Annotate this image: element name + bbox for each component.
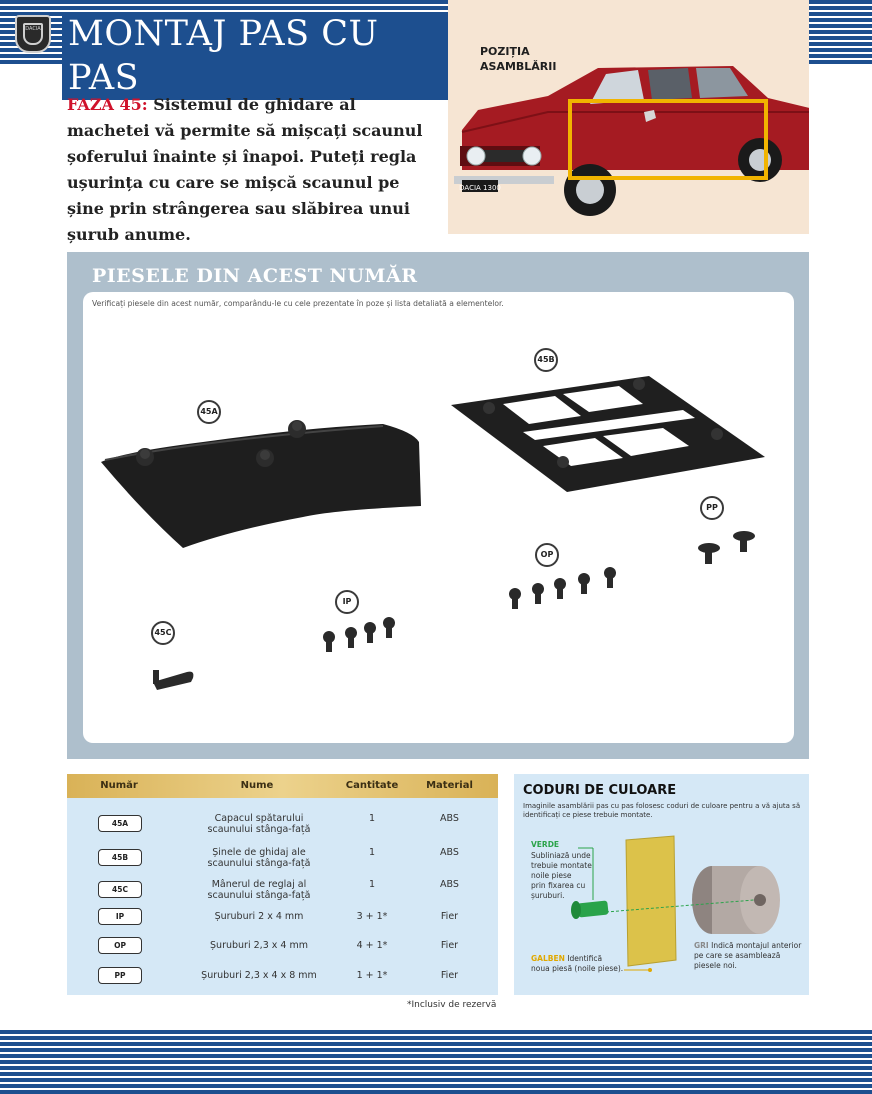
row-qty: 1 + 1* bbox=[356, 970, 388, 981]
table-row bbox=[67, 967, 498, 997]
assembly-position-panel bbox=[448, 0, 809, 234]
row-qty: 1 bbox=[368, 879, 376, 890]
parts-intro: Verificați piesele din acest număr, comparându-le cu cele prezentate în poze și lista detaliată a elementelor. bbox=[92, 299, 504, 308]
header-name: Nume bbox=[240, 780, 274, 791]
green-text-line: șuruburi. bbox=[531, 891, 565, 900]
page-title: MONTAJ PAS CU PAS bbox=[62, 12, 448, 100]
row-qty: 4 + 1* bbox=[356, 940, 388, 951]
row-name bbox=[179, 813, 339, 835]
row-num: 45C bbox=[98, 881, 142, 898]
header-qty: Cantitate bbox=[345, 780, 399, 791]
op-screws-image bbox=[509, 567, 616, 609]
row-name: Șuruburi 2,3 x 4 x 8 mm bbox=[201, 970, 317, 981]
phase-number: FAZA 45: bbox=[67, 95, 148, 114]
row-name-line-2: scaunului stânga-față bbox=[207, 890, 311, 901]
green-text-line: prin fixarea cu bbox=[531, 881, 586, 890]
yellow-label: GALBEN bbox=[531, 954, 565, 963]
header-band bbox=[0, 0, 448, 98]
parts-panel bbox=[83, 292, 794, 743]
row-material: Fier bbox=[440, 911, 459, 922]
grey-code-text bbox=[694, 941, 806, 971]
table-row bbox=[67, 810, 498, 840]
badge-pp: PP bbox=[700, 496, 724, 520]
table-header bbox=[67, 774, 498, 798]
row-name-line-2: scaunului stânga-față bbox=[207, 824, 311, 835]
row-name-line-2: scaunului stânga-față bbox=[207, 858, 311, 869]
grey-text-1: Indică montajul anterior bbox=[711, 941, 802, 950]
green-code-label bbox=[531, 840, 559, 850]
part-45a-image bbox=[101, 424, 421, 548]
row-name bbox=[179, 879, 339, 901]
row-name bbox=[179, 847, 339, 869]
row-qty: 1 bbox=[368, 813, 376, 824]
logo-text: DACIA bbox=[25, 26, 41, 32]
table-row bbox=[67, 876, 498, 906]
badge-op: OP bbox=[535, 543, 559, 567]
phase-intro bbox=[67, 92, 439, 248]
row-name-line-1: Capacul spătarului bbox=[214, 813, 304, 824]
color-codes-panel bbox=[514, 774, 809, 995]
badge-45c: 45C bbox=[151, 621, 175, 645]
row-material: ABS bbox=[440, 879, 459, 890]
yellow-code-text bbox=[531, 954, 641, 974]
phase-description: Sistemul de ghidare al machetei vă permite să mișcați scaunul șoferului înainte și înapoi. Puteți regla ușurința cu care se mișcă scaunul pe șine prin strângerea sau slăbirea unui șurub anume. bbox=[67, 95, 423, 244]
green-text-line: noile piese bbox=[531, 871, 572, 880]
grey-text-3: piesele noi. bbox=[694, 961, 737, 970]
table-row bbox=[67, 908, 498, 938]
footer-stripes bbox=[0, 1030, 872, 1094]
row-num: IP bbox=[98, 908, 142, 925]
green-text-line: Subliniază unde bbox=[531, 851, 591, 860]
parts-section bbox=[67, 252, 809, 759]
parts-title: PIESELE DIN ACEST NUMĂR bbox=[92, 265, 418, 287]
table-footnote: *Inclusiv de rezervă bbox=[407, 1000, 497, 1010]
badge-45a: 45A bbox=[197, 400, 221, 424]
license-plate: DACIA 1300 bbox=[459, 184, 501, 192]
logo-inner bbox=[23, 23, 43, 45]
row-material: Fier bbox=[440, 970, 459, 981]
row-material: ABS bbox=[440, 813, 459, 824]
ip-screws-image bbox=[323, 617, 395, 652]
row-num: OP bbox=[98, 937, 142, 954]
row-num: 45A bbox=[98, 815, 142, 832]
header-material: Material bbox=[426, 780, 473, 791]
part-45b-image bbox=[451, 376, 765, 492]
row-name: Șuruburi 2,3 x 4 mm bbox=[210, 940, 308, 951]
table-row bbox=[67, 844, 498, 874]
yellow-text-1: Identifică bbox=[567, 954, 603, 963]
row-num: 45B bbox=[98, 849, 142, 866]
badge-45b: 45B bbox=[534, 348, 558, 372]
row-qty: 3 + 1* bbox=[356, 911, 388, 922]
parts-table bbox=[67, 774, 498, 995]
header-num: Număr bbox=[100, 780, 138, 791]
row-material: ABS bbox=[440, 847, 459, 858]
table-row bbox=[67, 937, 498, 967]
row-material: Fier bbox=[440, 940, 459, 951]
green-text-line: trebuie montate bbox=[531, 861, 592, 870]
row-num: PP bbox=[98, 967, 142, 984]
row-name-line-1: Mânerul de reglaj al bbox=[211, 879, 307, 890]
grey-label: GRI bbox=[694, 941, 709, 950]
dacia-logo-icon bbox=[15, 15, 51, 53]
row-name: Șuruburi 2 x 4 mm bbox=[214, 911, 304, 922]
grey-text-2: pe care se asamblează bbox=[694, 951, 781, 960]
parts-illustration bbox=[83, 292, 794, 743]
position-label-line-1: POZIȚIA bbox=[480, 45, 530, 58]
green-code-text bbox=[531, 851, 601, 901]
badge-ip: IP bbox=[335, 590, 359, 614]
color-codes-subtitle: Imaginile asamblării pas cu pas folosesc coduri de culoare pentru a vă ajuta să identificați ce piese trebuie montate. bbox=[523, 802, 801, 819]
red-car-illustration bbox=[448, 0, 809, 234]
position-label-line-2: ASAMBLĂRII bbox=[480, 60, 557, 73]
pp-screws-image bbox=[698, 531, 755, 564]
part-45c-image bbox=[153, 670, 193, 690]
green-label: VERDE bbox=[531, 840, 560, 849]
row-name-line-1: Șinele de ghidaj ale bbox=[212, 847, 306, 858]
yellow-text-2: noua piesă (noile piese). bbox=[531, 964, 624, 973]
row-qty: 1 bbox=[368, 847, 376, 858]
color-codes-title: CODURI DE CULOARE bbox=[523, 783, 677, 798]
